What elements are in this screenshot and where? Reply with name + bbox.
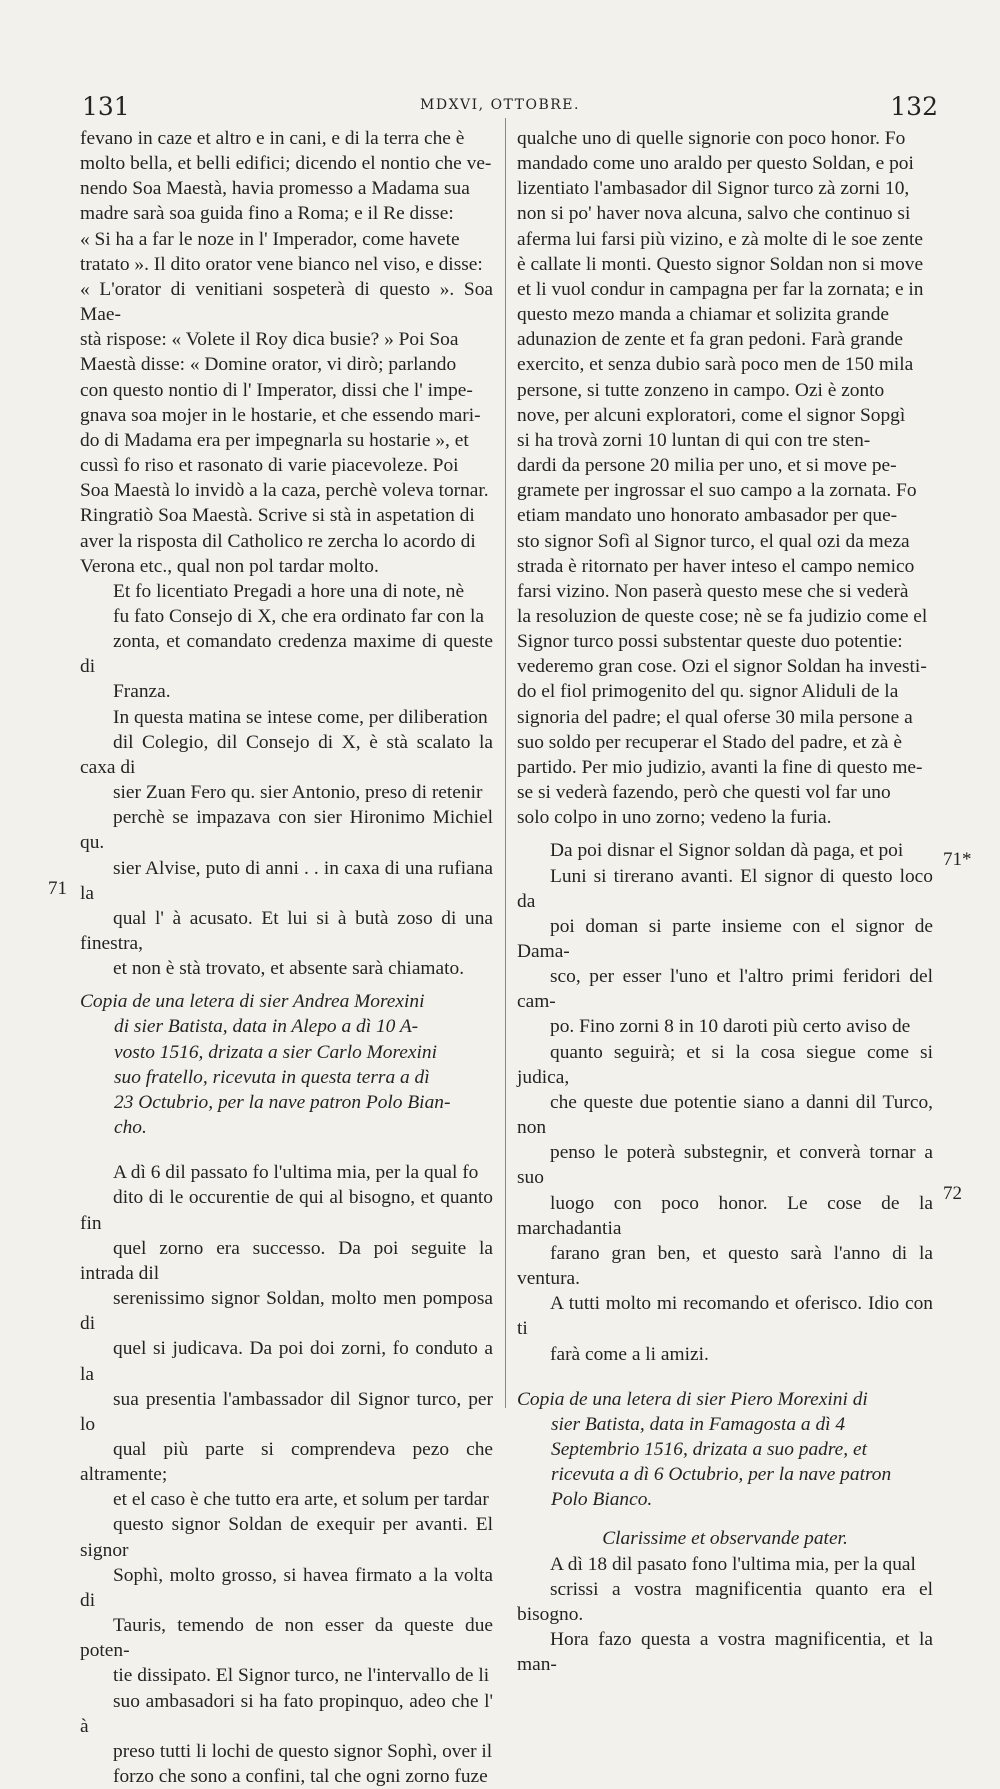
text-line: farsi vizino. Non paserà questo mese che si vederà — [517, 580, 909, 602]
text-line: « L'orator di venitiani sospeterà di questo ». Soa Mae- — [80, 278, 493, 326]
page-number-left: 131 — [82, 92, 130, 121]
text-line: In questa matina se intese come, per diliberation — [113, 706, 488, 728]
text-line: madre sarà soa guida fino a Roma; e il Re disse: — [80, 203, 454, 225]
text-line: Sophì, molto grosso, si havea firmato a la volta di — [80, 1564, 493, 1611]
left-letter-heading — [80, 989, 493, 1140]
text-line: dardi da persone 20 milia per uno, et si move pe- — [517, 455, 897, 477]
margin-number-71: 71 — [48, 878, 67, 899]
text-line: Soa Maestà lo invidò a la caza, perchè voleva tornar. — [80, 480, 489, 502]
left-paragraph-1 — [80, 126, 493, 579]
text-line: suo ambasadori si ha fato propinquo, adeo che l' à — [80, 1690, 493, 1737]
text-line: perchè se impazava con sier Hironimo Michiel qu. — [80, 807, 493, 854]
text-line: aver la risposta dil Catholico re zercha lo acordo di — [80, 530, 476, 552]
text-line: di sier Batista, data in Alepo a dì 10 A- — [114, 1016, 419, 1038]
text-line: qual l' à acusato. Et lui si à butà zoso di una finestra, — [80, 907, 493, 954]
text-line: nove, per alcuni exploratori, come el signor Sopgì — [517, 404, 906, 426]
text-line: vederemo gran cose. Ozi el signor Soldan ha investi- — [517, 656, 927, 678]
text-line: se si vederà fazendo, però che questi vol far uno — [517, 782, 891, 804]
margin-number-71-star: 71* — [943, 849, 972, 870]
text-line: gnava soa mojer in le hostarie, et che essendo mari- — [80, 404, 481, 426]
text-line: Signor turco possi substentar queste duo potentie: — [517, 631, 903, 653]
text-line: tratato ». Il dito orator vene bianco nel viso, e disse: — [80, 253, 483, 275]
text-line: quel zorno era successo. Da poi seguite la intrada dil — [80, 1237, 493, 1284]
text-line: 23 Octubrio, per la nave patron Polo Bian- — [114, 1091, 451, 1113]
left-paragraph-2 — [80, 579, 493, 705]
text-line: è callate li monti. Questo signor Soldan non si move — [517, 253, 924, 275]
text-line: sto signor Sofì al Signor turco, el qual ozi da meza — [517, 530, 910, 552]
text-line: quanto seguirà; et si la cosa siegue come si judica, — [517, 1041, 933, 1088]
text-line: et li vuol condur in campagna per far la zornata; e in — [517, 278, 924, 300]
text-line: et el caso è che tutto era arte, et solum per tardar — [113, 1489, 489, 1511]
margin-number-72: 72 — [943, 1183, 962, 1204]
text-line: Copia de una letera di sier Andrea Morexini — [80, 991, 425, 1013]
text-line: persone, si tutte zonzeno in campo. Ozi è zonto — [517, 379, 885, 401]
text-line: preso tutti li lochi de questo signor Sophì, over il — [113, 1740, 493, 1762]
text-line: et non è stà trovato, et absente sarà chiamato. — [113, 958, 465, 980]
text-line: Verona etc., qual non pol tardar molto. — [80, 555, 379, 577]
text-line: farano gran ben, et questo sarà l'anno di la ventura. — [517, 1242, 933, 1290]
text-line: sier Batista, data in Famagosta a dì 4 — [551, 1413, 846, 1435]
text-line: partido. Per mio judizio, avanti la fine di questo me- — [517, 756, 923, 778]
text-line: Maestà disse: « Domine orator, vi dirò; parlando — [80, 354, 457, 376]
text-line: A tutti molto mi recomando et oferisco. Idio con ti — [517, 1293, 933, 1340]
text-line: fu fato Consejo di X, che era ordinato far con la — [113, 605, 484, 627]
text-line: stà rispose: « Volete il Roy dica busie? » Poi Soa — [80, 329, 459, 351]
text-line: dil Colegio, dil Consejo di X, è stà scalato la caxa di — [80, 731, 493, 778]
text-line: cussì fo riso et rasonato di varie piacevoleze. Poi — [80, 455, 459, 477]
text-line: questo mezo manda a chiamar et solizita grande — [517, 304, 890, 326]
text-line: questo signor Soldan de exequir per avanti. El signor — [80, 1514, 493, 1561]
text-line: « Si ha a far le noze in l' Imperador, come havete — [80, 228, 460, 250]
text-line: serenissimo signor Soldan, molto men pomposa di — [80, 1288, 493, 1335]
text-line: Luni si tirerano avanti. El signor di questo loco da — [517, 865, 933, 912]
text-line: do el fiol primogenito del qu. signor Aliduli de la — [517, 681, 899, 703]
text-line: strada è ritornato per haver inteso el campo nemico — [517, 555, 915, 577]
right-paragraph-1 — [517, 126, 933, 830]
text-line: qualche uno di quelle signorie con poco honor. Fo — [517, 128, 906, 149]
text-line: po. Fino zorni 8 in 10 daroti più certo aviso de — [550, 1016, 911, 1038]
text-line: suo soldo per recuperar el Stado del padre, et zà è — [517, 731, 902, 753]
text-line: vosto 1516, drizata a sier Carlo Morexini — [114, 1041, 437, 1063]
text-line: Da poi disnar el Signor soldan dà paga, et poi — [550, 840, 904, 862]
right-paragraph-2 — [517, 838, 933, 1366]
right-column — [517, 126, 933, 1677]
text-line: Et fo licentiato Pregadi a hore una di note, nè — [113, 580, 465, 602]
text-line: non si po' haver nova alcuna, salvo che continuo si — [517, 203, 911, 225]
text-line: quel si judicava. Da poi doi zorni, fo conduto a la — [80, 1338, 493, 1385]
text-line: sier Zuan Fero qu. sier Antonio, preso di retenir — [113, 782, 483, 804]
text-line: fevano in caze et altro e in cani, e di la terra che è — [80, 128, 465, 149]
text-line: poi doman si parte insieme con el signor de Dama- — [517, 915, 933, 962]
text-line: con questo nontio di l' Imperator, dissi che l' impe- — [80, 379, 473, 401]
text-line: cho. — [114, 1117, 147, 1139]
column-divider — [505, 118, 506, 1408]
text-line: sco, per esser l'uno et l'altro primi feridori del cam- — [517, 966, 933, 1013]
text-line: zonta, et comandato credenza maxime di queste di — [80, 631, 493, 678]
text-line: exercito, et senza dubio sarà poco men de 150 mila — [517, 354, 914, 376]
text-line: Hora fazo questa a vostra magnificentia, et la man- — [517, 1629, 933, 1676]
text-line: luogo con poco honor. Le cose de la marchadantia — [517, 1192, 933, 1239]
text-line: nendo Soa Maestà, havia promesso a Madama sua — [80, 178, 470, 200]
text-line: molto bella, et belli edifici; dicendo el nontio che ve- — [80, 153, 492, 175]
text-line: tie dissipato. El Signor turco, ne l'intervallo de li — [113, 1665, 490, 1687]
text-line: do di Madama era per impegnarla su hostarie », et — [80, 429, 469, 451]
text-line: adunazion de zente et fa gran pedoni. Farà grande — [517, 329, 904, 351]
left-paragraph-3 — [80, 705, 493, 982]
text-line: sier Alvise, puto di anni . . in caxa di una rufiana la — [80, 857, 493, 904]
text-line: solo colpo in uno zorno; vedeno la furia. — [517, 807, 832, 829]
text-line: mandado come uno araldo per questo Soldan, e poi — [517, 153, 914, 175]
right-paragraph-3 — [517, 1552, 933, 1678]
text-line: ricevuta a dì 6 Octubrio, per la nave patron — [551, 1464, 892, 1486]
text-line: dito di le occurentie de qui al bisogno, et quanto fin — [80, 1187, 493, 1234]
text-line: lizentiato l'ambasador dil Signor turco zà zorni 10, — [517, 178, 910, 200]
text-line: signoria del padre; el qual oferse 30 mila persone a — [517, 706, 913, 728]
text-line: Polo Bianco. — [551, 1489, 653, 1511]
text-line: Franza. — [113, 681, 171, 703]
left-paragraph-4 — [80, 1160, 493, 1789]
text-line: la resoluzion de queste cose; nè se fa judizio come el — [517, 605, 928, 627]
text-line: aferma lui farsi più vizino, e zà molte di le soe zente — [517, 228, 923, 250]
page-number-right: 132 — [890, 92, 938, 121]
text-line: Copia de una letera di sier Piero Morexini di — [517, 1388, 868, 1410]
page-header — [0, 84, 1000, 124]
text-line: etiam mandato uno honorato ambasador per que- — [517, 505, 898, 527]
text-line: Ringratiò Soa Maestà. Scrive si stà in aspetation di — [80, 505, 475, 527]
right-letter-heading — [517, 1387, 933, 1513]
text-line: suo fratello, ricevuta in questa terra a dì — [114, 1066, 430, 1088]
text-line: qual più parte si comprendeva pezo che altramente; — [80, 1438, 493, 1486]
text-line: penso le poterà substegnir, et converà tornar a suo — [517, 1142, 933, 1189]
text-line: Septembrio 1516, drizata a suo padre, et — [551, 1438, 867, 1460]
left-column — [80, 126, 493, 1789]
text-line: gramete per ingrossar el suo campo a la zornata. Fo — [517, 480, 917, 502]
salutation: Clarissime et observande pater. — [602, 1528, 848, 1550]
running-title: MDXVI, OTTOBRE. — [420, 97, 580, 113]
text-line: farà come a li amizi. — [550, 1343, 709, 1365]
text-line: che queste due potentie siano a danni dil Turco, non — [517, 1091, 933, 1139]
text-line: Tauris, temendo de non esser da queste due poten- — [80, 1615, 493, 1662]
text-line: forzo che sono a confini, tal che ogni zorno fuze — [113, 1766, 488, 1787]
text-line: scrissi a vostra magnificentia quanto era el bisogno. — [517, 1578, 933, 1625]
text-line: si ha trovà zorni 10 luntan di qui con tre sten- — [517, 429, 871, 451]
text-line: sua presentia l'ambassador dil Signor turco, per lo — [80, 1388, 493, 1435]
text-line: A dì 6 dil passato fo l'ultima mia, per la qual fo — [113, 1162, 479, 1184]
text-line: A dì 18 dil pasato fono l'ultima mia, per la qual — [550, 1553, 916, 1575]
